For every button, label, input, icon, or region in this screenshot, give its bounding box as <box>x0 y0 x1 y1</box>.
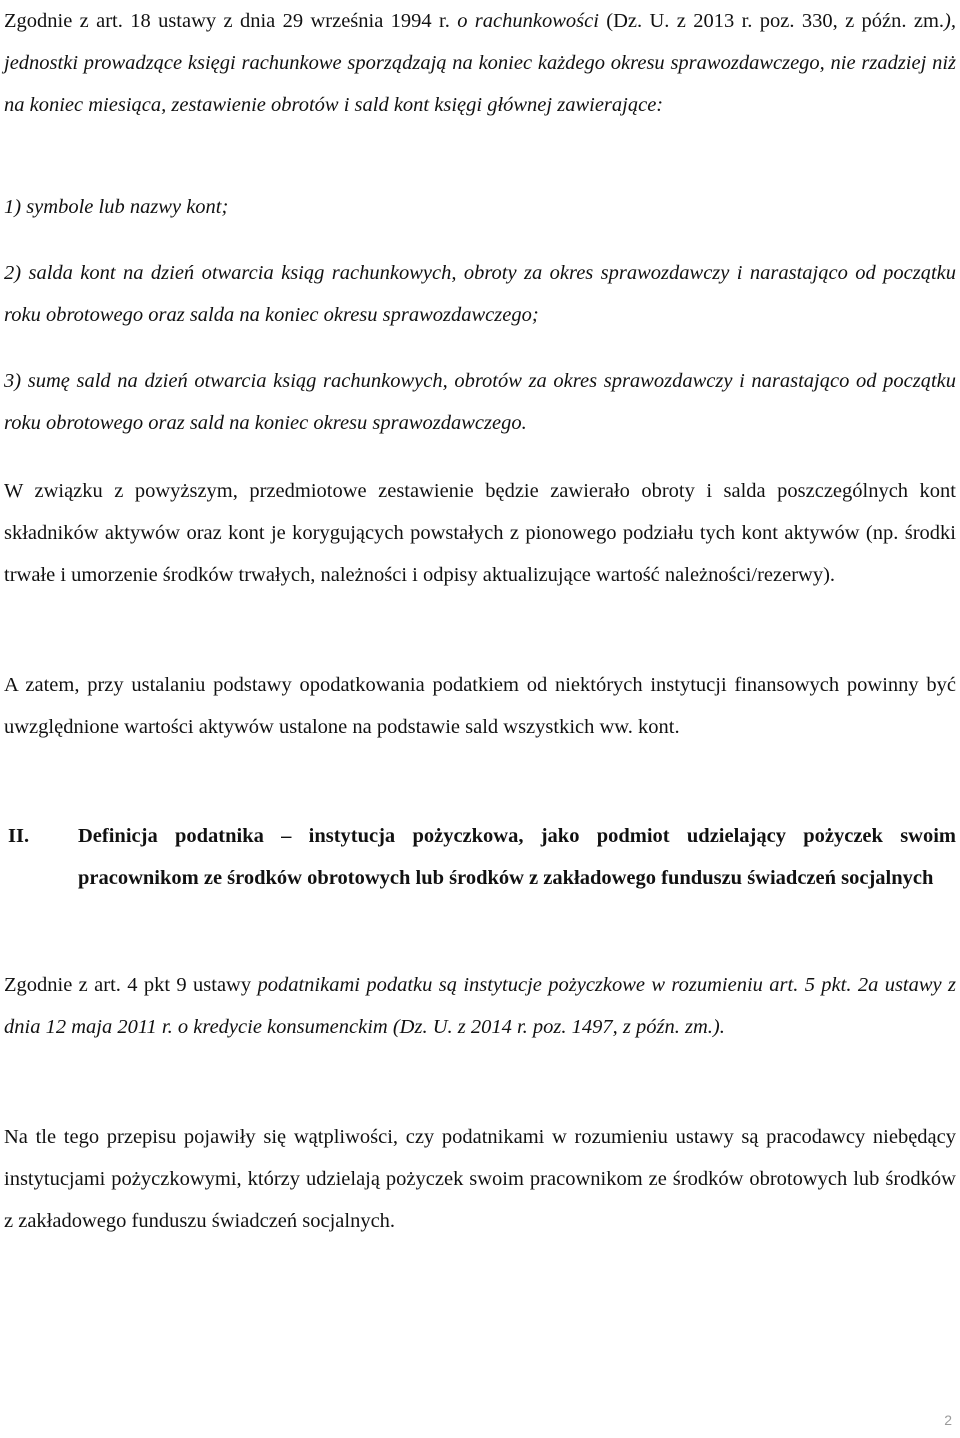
intro-text-3: (Dz. U. z 2013 r. poz. 330, z późn. <box>598 10 914 32</box>
list-item-1: 1) symbole lub nazwy kont; <box>4 196 229 218</box>
section-title: Definicja podatnika – instytucja pożyczkowa, jako podmiot udzielający pożyczek swoim pracownikom ze środków obrotowych lub środków z zakładowego funduszu świadczeń socjalnych <box>78 825 956 889</box>
paragraph-zgodnie-text-2: podatnikami podatku są instytucje pożyczkowe w rozumieniu art. 5 pkt. 2a ustawy z dnia 12 maja 2011 r. o kredycie konsumenckim (Dz. U. z 2014 r. poz. 1497, z późn. zm.). <box>4 974 956 1038</box>
paragraph-a-zatem: A zatem, przy ustalaniu podstawy opodatkowania podatkiem od niektórych instytucji finansowych powinny być uwzględnione wartości aktywów ustalone na podstawie sald wszystkich ww. kont. <box>4 674 956 738</box>
page-number: 2 <box>944 1412 952 1428</box>
list-item-2: 2) salda kont na dzień otwarcia ksiąg rachunkowych, obroty za okres sprawozdawczy i narastająco od początku roku obrotowego oraz salda na koniec okresu sprawozdawczego; <box>4 262 956 326</box>
paragraph-w-zwiazku: W związku z powyższym, przedmiotowe zestawienie będzie zawierało obroty i salda poszczególnych kont składników aktywów oraz kont je korygujących powstałych z pionowego podziału tych kont aktywów (np. środki trwałe i umorzenie środków trwałych, należności i odpisy aktualizujące wartość należności/rezerwy). <box>4 480 956 586</box>
intro-text-5: ), jednostki prowadzące księgi rachunkowe sporządzają na koniec każdego okresu sprawozdawczego, nie rzadziej niż na koniec miesiąca, zestawienie obrotów i sald kont księgi głównej zawierające: <box>4 10 956 116</box>
paragraph-zgodnie-text-1: Zgodnie z art. 4 pkt 9 ustawy <box>4 974 258 996</box>
intro-text-2: o rachunkowości <box>457 10 599 32</box>
intro-paragraph <box>4 0 956 126</box>
section-number: II. <box>8 825 30 847</box>
intro-text-1: Zgodnie z art. 18 ustawy z dnia 29 września 1994 r. <box>4 10 458 32</box>
section-heading <box>4 815 956 899</box>
paragraph-na-tle: Na tle tego przepisu pojawiły się wątpliwości, czy podatnikami w rozumieniu ustawy są pracodawcy niebędący instytucjami pożyczkowymi, którzy udzielają pożyczek swoim pracownikom ze środków obrotowych lub środków z zakładowego funduszu świadczeń socjalnych. <box>4 1126 956 1232</box>
paragraph-zgodnie <box>4 964 956 1048</box>
intro-text-4: zm. <box>913 10 945 32</box>
list-item-3: 3) sumę sald na dzień otwarcia ksiąg rachunkowych, obrotów za okres sprawozdawczy i narastająco od początku roku obrotowego oraz sald na koniec okresu sprawozdawczego. <box>4 370 956 434</box>
